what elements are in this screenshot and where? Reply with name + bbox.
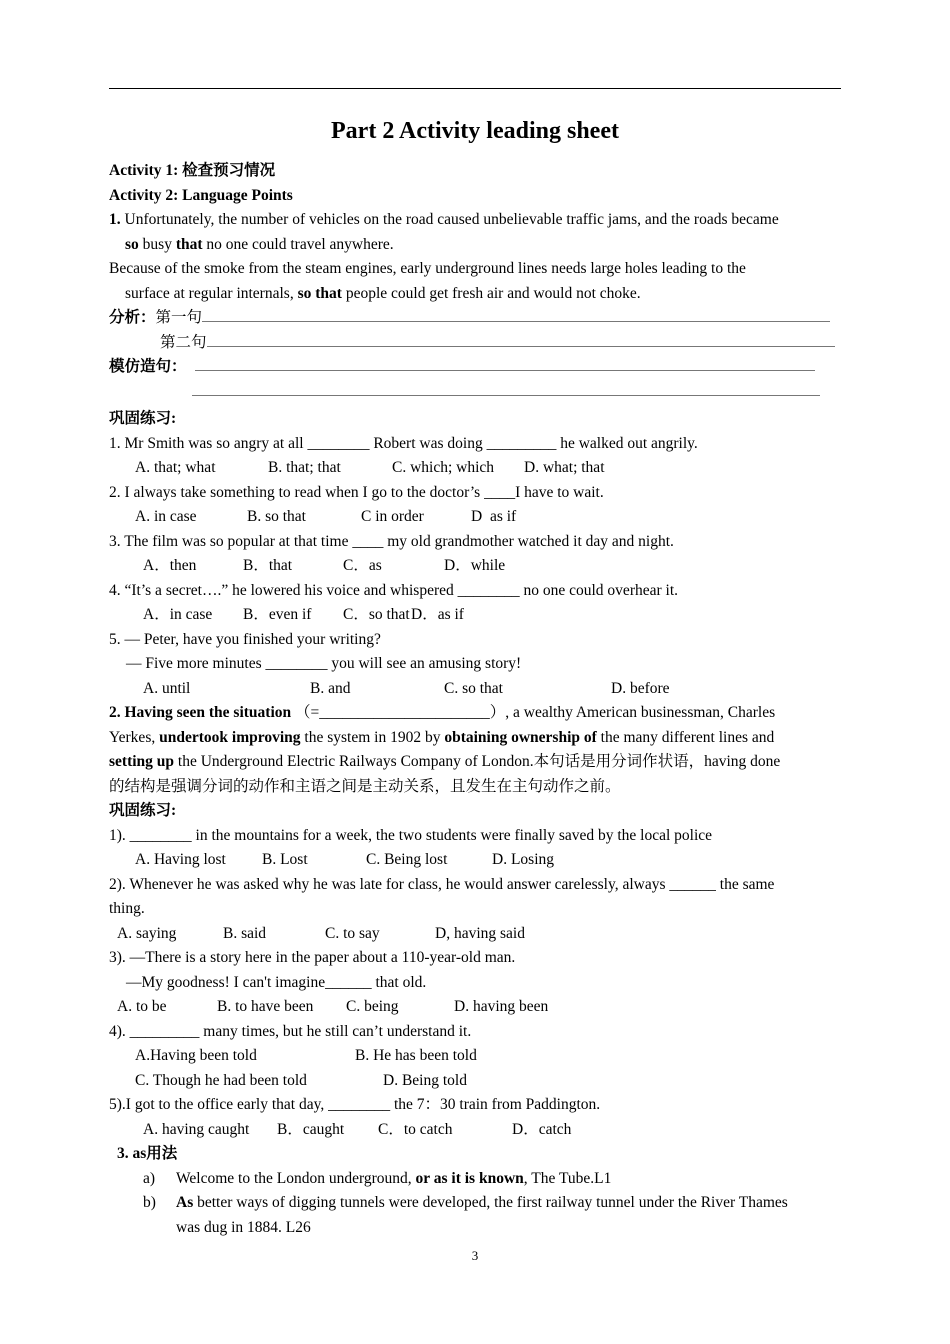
q2-2-stem: 2). Whenever he was asked why he was late for class, he would answer carelessly, always ______ the same [109,875,775,893]
option[interactable]: D. Being told [383,1071,467,1089]
option[interactable]: C. to say [325,924,380,942]
q2-2-stem-2: thing. [109,900,145,917]
q1-5-stem: 5. — Peter, have you finished your writing? [109,630,381,648]
analysis-second-label: 第二句 [160,333,207,351]
lp2-text-2c: the system in 1902 by [300,728,445,746]
q2-1-stem: 1). ________ in the mountains for a week, the two students were finally saved by the local police [109,826,713,844]
q2-1-options [109,848,841,873]
option[interactable]: B. He has been told [355,1047,477,1064]
lp2-text-2a: Yerkes, [109,728,160,746]
q2-3-stem-2: —My goodness! I can't imagine______ that old. [126,973,427,991]
language-point-1 [109,208,841,404]
lp3-a-text-1: Welcome to the London underground, [176,1169,416,1187]
practice-heading-1: 巩固练习: [109,410,177,427]
option[interactable]: D. what; that [524,459,605,476]
option[interactable]: A. saying [117,924,177,942]
q1-4-stem: 4. “It’s a secret….” he lowered his voice and whispered ________ no one could overhear it. [109,581,679,599]
practice-2-questions [109,824,841,1143]
q1-5-options [109,677,841,702]
lp3-a-text-3: , The Tube.L1 [523,1169,612,1187]
q1-4-options [109,603,841,628]
q1-2-options [109,505,841,530]
activity-1-heading: Activity 1: 检查预习情况 [109,162,276,179]
top-rule [109,88,841,89]
option[interactable]: B．caught [277,1120,345,1138]
q2-4-stem: 4). _________ many times, but he still can’t understand it. [109,1022,472,1040]
lp2-line-4: 的结构是强调分词的动作和主语之间是主动关系，且发生在主句动作之前。 [109,777,621,795]
option[interactable]: D. having been [454,998,549,1015]
practice-heading-2: 巩固练习: [109,802,177,819]
option[interactable]: D. Losing [492,851,554,868]
analysis-first-row [109,306,841,331]
lp2-text-3b: the Underground Electric Railways Company of London.本句话是用分词作状语，having done [174,753,781,770]
activity-2-heading: Activity 2: Language Points [109,186,293,204]
lp1-s1-text-a: Unfortunately, the number of vehicles on the road caused unbelievable traffic jams, and the roads became [120,211,779,228]
option[interactable]: C in order [361,508,424,525]
option[interactable]: C. Though he had been told [135,1071,307,1089]
lp1-sentence-1-line-1 [109,208,841,233]
lp1-so-keyword: so [125,235,139,253]
option[interactable]: A. until [143,679,191,697]
analysis-first-label: 第一句 [155,309,203,326]
q2-5-stem: 5).I got to the office early that day, ________ the 7：30 train from Paddington. [109,1096,601,1113]
option[interactable]: A.Having been told [135,1047,257,1064]
option[interactable]: A．in case [143,606,213,623]
option[interactable]: A. having caught [143,1120,250,1138]
lp1-that-keyword: that [175,235,203,253]
language-point-3 [109,1142,841,1240]
analysis-first-blank[interactable] [202,306,830,322]
option[interactable]: C. which; which [392,459,495,476]
lp3-item-a [109,1167,841,1192]
lp3-heading: 3. as用法 [117,1145,178,1162]
lp2-text-2d: obtaining ownership of [444,728,597,746]
page-title: Part 2 Activity leading sheet [331,118,619,144]
option[interactable]: D．while [444,557,506,574]
option[interactable]: D as if [471,508,517,525]
option[interactable]: A. to be [117,998,167,1015]
imitate-label: 模仿造句： [109,358,187,375]
q1-3-options [109,554,841,579]
lp1-number: 1. [109,211,121,228]
lp2-text-3a: setting up [109,753,175,770]
option[interactable]: B. said [223,924,267,942]
lp1-s1-text-b: busy [138,235,176,253]
page-number: 3 [471,1248,479,1263]
lp1-sentence-2-line-1: Because of the smoke from the steam engines, early underground lines needs large holes leading to the [109,260,746,277]
lp3-b-text-1: As [176,1194,194,1211]
list-marker: a) [143,1169,156,1187]
lp1-s2-text-c: people could get fresh air and would not choke. [341,284,641,302]
option[interactable]: B. so that [247,508,306,525]
analysis-second-row [109,331,841,356]
lp2-text-2e: the many different lines and [596,728,775,746]
lp3-item-b-line-2: was dug in 1884. L26 [176,1218,311,1236]
imitate-blank-1[interactable] [195,355,815,371]
option[interactable]: B. to have been [217,998,314,1015]
q2-4-options-row-1 [109,1044,841,1069]
q1-5-stem-2: — Five more minutes ________ you will see an amusing story! [126,655,522,672]
lp3-b-text-2: better ways of digging tunnels were developed, the first railway tunnel under the River Thames [193,1194,788,1211]
option[interactable]: B. and [310,679,351,697]
option[interactable]: C．so that [343,606,410,623]
option[interactable]: C. Being lost [366,851,448,868]
lp2-blank[interactable]: （=______________________） [291,704,506,721]
option[interactable]: C. so that [444,679,503,697]
option[interactable]: B. that; that [268,459,341,476]
option[interactable]: B．even if [243,606,312,623]
lp2-line-2 [109,726,841,751]
lp1-sentence-1-line-2 [109,233,841,258]
option[interactable]: B. Lost [262,851,308,868]
analysis-label: 分析： [109,309,156,326]
option[interactable]: D, having said [435,924,525,942]
imitate-row-2 [109,380,841,405]
lp2-text-2b: undertook improving [159,728,301,746]
lp2-heading: 2. Having seen the situation [109,704,292,721]
lp2-line-3 [109,750,841,775]
q2-5-options [109,1118,841,1143]
q2-4-options-row-2 [109,1069,841,1094]
imitate-row-1 [109,355,841,380]
option[interactable]: A. in case [135,508,197,525]
list-marker: b) [143,1194,156,1211]
lp2-line-1 [109,701,841,726]
option[interactable]: A. Having lost [135,851,226,868]
document-body [109,159,841,1240]
q1-1-options [109,456,841,481]
q2-2-options [109,922,841,947]
imitate-blank-2[interactable] [192,380,820,396]
option[interactable]: C. being [346,998,399,1015]
lp3-a-text-2: or as it is known [415,1169,524,1187]
q1-1-stem: 1. Mr Smith was so angry at all ________ Robert was doing _________ he walked out angrily. [109,434,698,452]
lp2-text-1: , a wealthy American businessman, Charles [505,704,776,721]
option[interactable]: A. that; what [135,459,216,476]
analysis-second-blank[interactable] [207,331,835,347]
option[interactable]: D．as if [411,606,464,623]
option[interactable]: C．to catch [378,1120,453,1138]
lp1-s1-text-c: no one could travel anywhere. [202,235,394,253]
option[interactable]: D．catch [512,1120,572,1138]
option[interactable]: C．as [343,557,382,574]
language-point-2 [109,701,841,799]
q2-3-options [109,995,841,1020]
lp1-s2-text-b: surface at regular internals, [125,284,298,302]
option[interactable]: A．then [143,557,197,574]
q1-2-stem: 2. I always take something to read when I go to the doctor’s ____I have to wait. [109,483,604,501]
practice-1-questions [109,432,841,702]
lp1-so-that-keyword: so that [297,284,342,302]
q2-3-stem: 3). —There is a story here in the paper about a 110-year-old man. [109,949,516,966]
q1-3-stem: 3. The film was so popular at that time ____ my old grandmother watched it day and night. [109,532,674,550]
lp3-item-b [109,1191,841,1216]
option[interactable]: B．that [243,557,293,574]
option[interactable]: D. before [611,679,670,697]
lp1-sentence-2-line-2 [109,282,841,307]
